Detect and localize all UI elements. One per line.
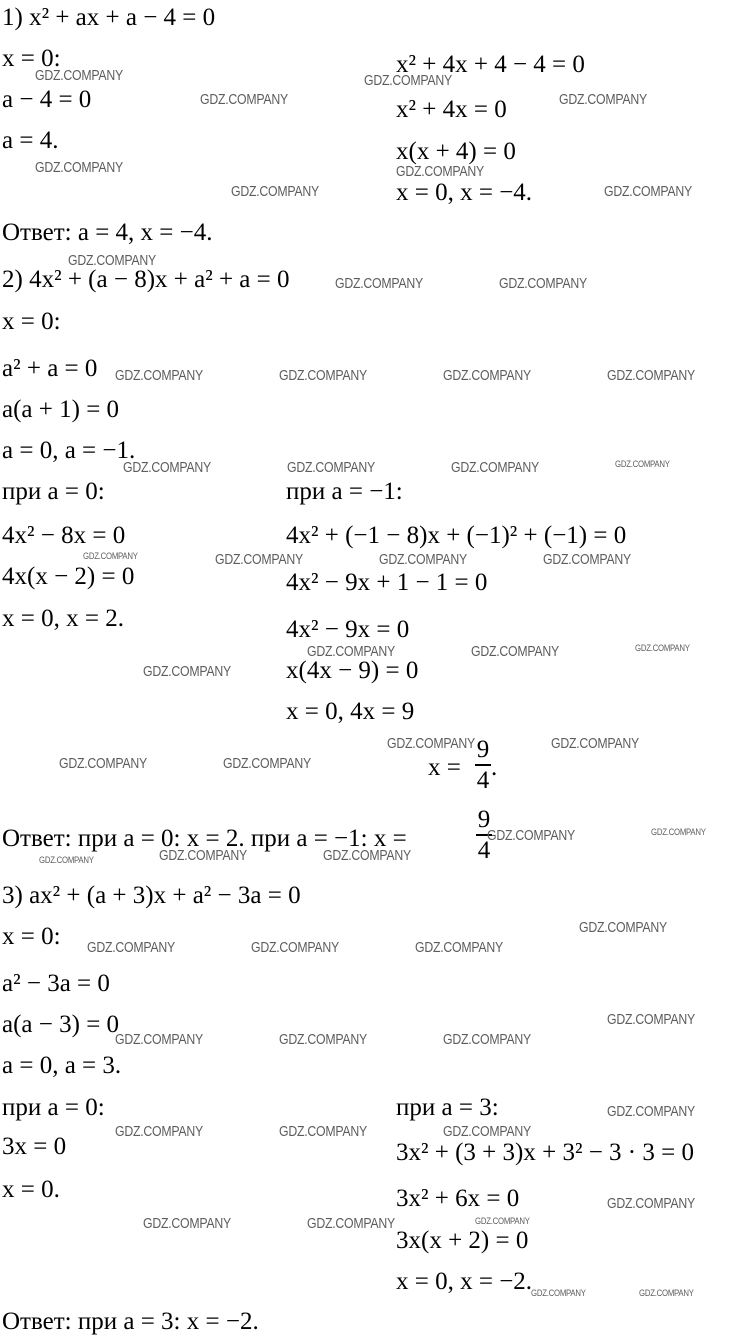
problem-1-equation: 1) x² + ax + a − 4 = 0: [2, 4, 216, 31]
math-line: x = 0, 4x = 9: [286, 698, 415, 725]
watermark: GDZ.COMPANY: [279, 1123, 367, 1140]
watermark: GDZ.COMPANY: [579, 919, 667, 936]
watermark: GDZ.COMPANY: [443, 1031, 531, 1048]
watermark: GDZ.COMPANY: [200, 91, 288, 108]
answer-3: Ответ: при a = 3: x = −2.: [2, 1308, 259, 1335]
watermark: GDZ.COMPANY: [604, 183, 692, 200]
watermark: GDZ.COMPANY: [607, 1195, 695, 1212]
watermark: GDZ.COMPANY: [115, 1031, 203, 1048]
fraction-bar: [475, 764, 491, 766]
watermark: GDZ.COMPANY: [115, 367, 203, 384]
watermark: GDZ.COMPANY: [364, 72, 452, 89]
math-line: a(a − 3) = 0: [2, 1011, 120, 1038]
fraction-numerator: 9: [477, 806, 491, 833]
watermark: GDZ.COMPANY: [396, 163, 484, 180]
watermark: GDZ.COMPANY: [123, 459, 211, 476]
answer-1: Ответ: a = 4, x = −4.: [2, 219, 213, 246]
watermark: GDZ.COMPANY: [615, 459, 670, 470]
problem-2-equation: 2) 4x² + (a − 8)x + a² + a = 0: [2, 266, 290, 293]
watermark: GDZ.COMPANY: [87, 939, 175, 956]
math-line: x(x + 4) = 0: [396, 138, 516, 165]
watermark: GDZ.COMPANY: [559, 91, 647, 108]
math-line: x = 0, x = −2.: [396, 1268, 533, 1295]
case-heading: при a = 3:: [396, 1094, 499, 1121]
watermark: GDZ.COMPANY: [59, 755, 147, 772]
math-line: 4x² − 8x = 0: [2, 522, 126, 549]
math-line: x = 0.: [2, 1176, 60, 1203]
watermark: GDZ.COMPANY: [451, 459, 539, 476]
watermark: GDZ.COMPANY: [223, 755, 311, 772]
watermark: GDZ.COMPANY: [68, 252, 156, 269]
fraction-numerator: 9: [476, 736, 490, 763]
watermark: GDZ.COMPANY: [487, 827, 575, 844]
watermark: GDZ.COMPANY: [543, 551, 631, 568]
watermark: GDZ.COMPANY: [307, 1215, 395, 1232]
watermark: GDZ.COMPANY: [287, 459, 375, 476]
watermark: GDZ.COMPANY: [443, 367, 531, 384]
watermark: GDZ.COMPANY: [607, 1103, 695, 1120]
case-x-zero-1: x = 0:: [2, 45, 61, 72]
watermark: GDZ.COMPANY: [475, 1216, 530, 1227]
math-line: a = 0, a = 3.: [2, 1052, 122, 1079]
watermark: GDZ.COMPANY: [279, 1031, 367, 1048]
math-line: a(a + 1) = 0: [2, 396, 120, 423]
watermark: GDZ.COMPANY: [651, 827, 706, 838]
math-line: x² + 4x + 4 − 4 = 0: [396, 51, 585, 78]
watermark: GDZ.COMPANY: [335, 275, 423, 292]
watermark: GDZ.COMPANY: [251, 939, 339, 956]
watermark: GDZ.COMPANY: [215, 551, 303, 568]
fraction-denominator: 4: [477, 837, 491, 864]
watermark: GDZ.COMPANY: [35, 67, 123, 84]
watermark: GDZ.COMPANY: [159, 847, 247, 864]
watermark: GDZ.COMPANY: [115, 1123, 203, 1140]
math-line: a = 0, a = −1.: [2, 437, 136, 464]
math-line: a − 4 = 0: [2, 86, 92, 113]
math-line: 3x = 0: [2, 1133, 67, 1160]
math-line: x(4x − 9) = 0: [286, 657, 419, 684]
fraction-denominator: 4: [476, 767, 490, 794]
watermark: GDZ.COMPANY: [607, 1011, 695, 1028]
watermark: GDZ.COMPANY: [635, 643, 690, 654]
watermark: GDZ.COMPANY: [35, 159, 123, 176]
math-line: a² − 3a = 0: [2, 970, 110, 997]
problem-3-equation: 3) ax² + (a + 3)x + a² − 3a = 0: [2, 882, 301, 909]
math-line: 3x² + 6x = 0: [396, 1185, 520, 1212]
math-line: 3x(x + 2) = 0: [396, 1227, 529, 1254]
watermark: GDZ.COMPANY: [551, 735, 639, 752]
math-line: x =: [428, 754, 461, 781]
watermark: GDZ.COMPANY: [499, 275, 587, 292]
math-line: x = 0, x = 2.: [2, 605, 124, 632]
watermark: GDZ.COMPANY: [443, 1123, 531, 1140]
watermark: GDZ.COMPANY: [471, 643, 559, 660]
answer-2: Ответ: при a = 0: x = 2. при a = −1: x =: [2, 825, 407, 852]
math-line: x = 0, x = −4.: [396, 179, 533, 206]
watermark: GDZ.COMPANY: [307, 643, 395, 660]
watermark: GDZ.COMPANY: [231, 183, 319, 200]
watermark: GDZ.COMPANY: [143, 1215, 231, 1232]
math-line: .: [491, 754, 498, 781]
watermark: GDZ.COMPANY: [531, 1288, 586, 1299]
watermark: GDZ.COMPANY: [379, 551, 467, 568]
watermark: GDZ.COMPANY: [83, 551, 138, 562]
watermark: GDZ.COMPANY: [39, 855, 94, 866]
math-line: 4x² − 9x + 1 − 1 = 0: [286, 569, 488, 596]
watermark: GDZ.COMPANY: [143, 663, 231, 680]
case-heading: при a = −1:: [286, 478, 403, 505]
watermark: GDZ.COMPANY: [279, 367, 367, 384]
math-line: 4x² − 9x = 0: [286, 616, 410, 643]
math-line: a = 4.: [2, 127, 59, 154]
watermark: GDZ.COMPANY: [387, 735, 475, 752]
case-x-zero-3: x = 0:: [2, 923, 61, 950]
math-line: x² + 4x = 0: [396, 96, 507, 123]
case-heading: при a = 0:: [2, 1094, 105, 1121]
case-x-zero-2: x = 0:: [2, 308, 61, 335]
math-line: 4x² + (−1 − 8)x + (−1)² + (−1) = 0: [286, 522, 627, 549]
math-line: 3x² + (3 + 3)x + 3² − 3 · 3 = 0: [396, 1139, 694, 1166]
watermark: GDZ.COMPANY: [323, 847, 411, 864]
case-heading: при a = 0:: [2, 478, 105, 505]
watermark: GDZ.COMPANY: [639, 1288, 694, 1299]
watermark: GDZ.COMPANY: [415, 939, 503, 956]
math-line: a² + a = 0: [2, 355, 98, 382]
watermark: GDZ.COMPANY: [607, 367, 695, 384]
math-line: 4x(x − 2) = 0: [2, 563, 135, 590]
